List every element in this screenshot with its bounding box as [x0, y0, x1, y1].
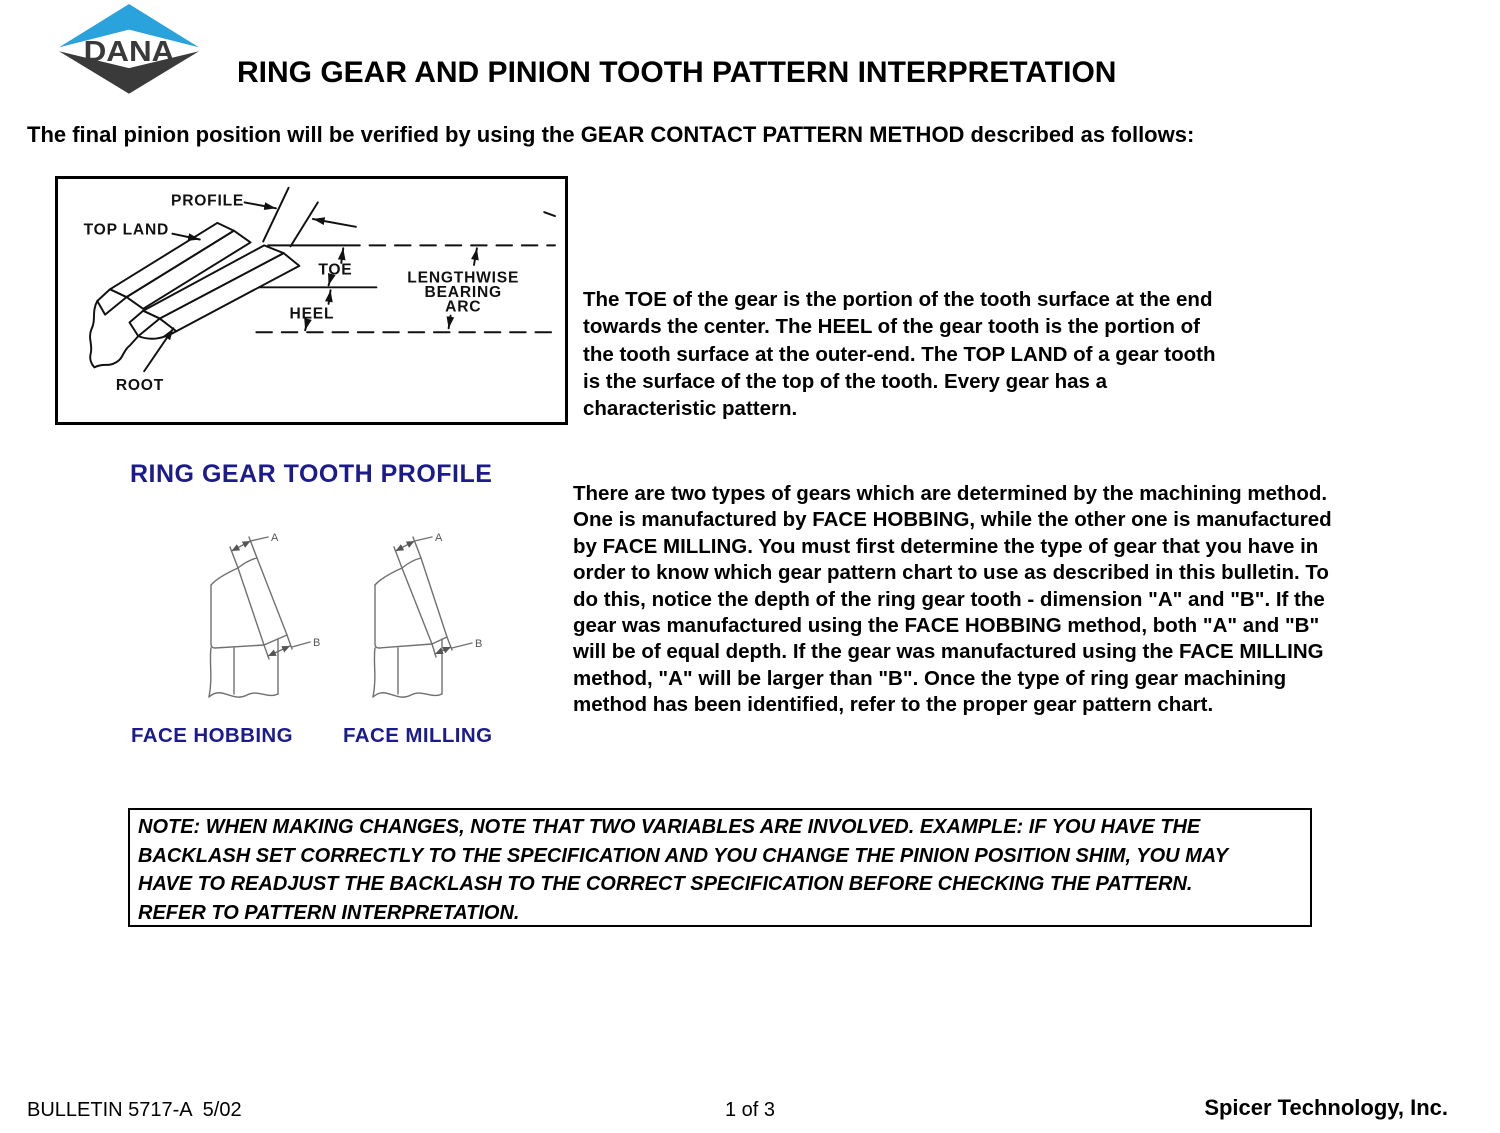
dim-b-leader: [292, 642, 310, 647]
shoulder-line: [379, 644, 432, 648]
rear-tooth-flank: [127, 231, 251, 309]
dim-a-label: A: [271, 532, 279, 544]
company-name: Spicer Technology, Inc.: [1204, 1095, 1448, 1120]
profile-arrow-2: [313, 219, 356, 227]
note-line: BACKLASH SET CORRECTLY TO THE SPECIFICATION AND YOU CHANGE THE PINION POSITION SHIM, YOU MAY: [138, 844, 1229, 867]
tooth-left-edge: [211, 585, 215, 648]
tooth-top-edge: [375, 568, 402, 585]
break-line: [209, 693, 278, 697]
face-milling-figure: [362, 527, 522, 717]
tooth-left-edge: [375, 585, 379, 648]
dana-logo: [57, 2, 201, 94]
toe-label: TOE: [318, 261, 353, 279]
note-line: HAVE TO READJUST THE BACKLASH TO THE CORRECT SPECIFICATION BEFORE CHECKING THE PATTERN.: [138, 873, 1193, 896]
dim-b-arrows: [435, 647, 451, 654]
lengthwise-label: LENGTHWISE: [407, 269, 520, 287]
profile-arrow: [245, 202, 276, 208]
paragraph-line: One is manufactured by FACE HOBBING, while the other one is manufactured: [573, 508, 1332, 532]
dana-diamond-icon: [57, 2, 201, 95]
heel-label: HEEL: [289, 305, 335, 323]
dim-b-arrows: [268, 646, 290, 656]
lower-left-edge: [373, 648, 375, 697]
top-land-label: TOP LAND: [83, 221, 170, 239]
face-milling-caption: FACE MILLING: [343, 724, 493, 747]
intro-text: The final pinion position will be verified by using the GEAR CONTACT PATTERN METHOD described as follows:: [27, 122, 1195, 147]
front-tooth-endcap: [129, 311, 159, 336]
face-hobbing-drawing: [198, 527, 358, 717]
bulletin-number: BULLETIN 5717-A 5/02: [27, 1099, 242, 1121]
paragraph-line: method has been identified, refer to the proper gear pattern chart.: [573, 693, 1214, 717]
paragraph-line: gear was manufactured using the FACE HOBBING method, both "A" and "B": [573, 614, 1320, 638]
shoulder-line: [215, 645, 264, 648]
tooth-terminology-drawing: [58, 179, 565, 422]
flank-band: [402, 558, 447, 644]
dim-a-arrows: [232, 541, 251, 551]
face-hobbing-caption: FACE HOBBING: [131, 724, 293, 747]
paragraph-line: towards the center. The HEEL of the gear tooth is the portion of: [583, 315, 1200, 339]
paragraph-line: characteristic pattern.: [583, 397, 798, 421]
paragraph-line: There are two types of gears which are determined by the machining method.: [573, 482, 1328, 505]
dim-a-leader: [415, 537, 433, 541]
rear-tooth-endcap: [97, 289, 126, 314]
paragraph-line: method, "A" will be larger than "B". Once the type of ring gear machining: [573, 666, 1287, 690]
break-line: [373, 693, 442, 697]
dim-a-leader: [251, 537, 269, 541]
face-milling-drawing: [362, 527, 522, 717]
note-line: REFER TO PATTERN INTERPRETATION.: [138, 901, 520, 924]
paragraph-line: The TOE of the gear is the portion of the tooth surface at the end: [583, 288, 1213, 311]
dim-b-label: B: [313, 637, 321, 649]
paragraph-line: order to know which gear pattern chart to use as described in this bulletin. To: [573, 561, 1329, 585]
bearing-label: BEARING: [424, 284, 502, 302]
root-label: ROOT: [115, 376, 165, 394]
tooth-terminology-figure: [55, 176, 568, 425]
ring-gear-tooth-profile-heading: RING GEAR TOOTH PROFILE: [130, 460, 493, 488]
tooth-top-edge: [211, 568, 238, 585]
logo-brand-text: DANA: [83, 36, 175, 69]
profile-lines: [263, 188, 318, 247]
arc-down-arrow: [449, 316, 451, 329]
paragraph-line: the tooth surface at the outer-end. The TOP LAND of a gear tooth: [583, 342, 1216, 366]
arc-label: ARC: [445, 298, 482, 316]
face-hobbing-figure: [198, 527, 358, 717]
paragraph-line: do this, notice the depth of the ring gear tooth - dimension "A" and "B". If the: [573, 587, 1325, 611]
corner-tick: [544, 212, 555, 216]
flank-band: [238, 558, 287, 645]
note-line: NOTE: WHEN MAKING CHANGES, NOTE THAT TWO VARIABLES ARE INVOLVED. EXAMPLE: IF YOU HAVE THE: [138, 816, 1201, 838]
dim-b-leader: [452, 643, 472, 648]
note-box: [128, 808, 1312, 927]
profile-label: PROFILE: [171, 192, 245, 210]
paragraph-line: by FACE MILLING. You must first determine the type of gear that you have in: [573, 534, 1319, 558]
heel-up-arrow: [329, 290, 331, 304]
toe-down-arrow: [329, 279, 331, 286]
lower-left-edge: [209, 648, 211, 697]
paragraph-line: will be of equal depth. If the gear was manufactured using the FACE MILLING: [573, 640, 1324, 664]
rim-block-edges: [398, 639, 442, 694]
root-arrow: [144, 328, 173, 371]
page-title: RING GEAR AND PINION TOOTH PATTERN INTERPRETATION: [237, 56, 1117, 89]
paragraph-line: is the surface of the top of the tooth. Every gear has a: [583, 369, 1107, 393]
dim-b-label: B: [475, 638, 483, 650]
gear-types-paragraph: [573, 481, 1332, 719]
page-number: 1 of 3: [724, 1099, 776, 1121]
dim-a-arrows: [396, 541, 415, 551]
arc-up-arrow: [474, 248, 477, 265]
heel-down-arrow: [305, 322, 307, 330]
toe-heel-paragraph: [583, 286, 1216, 422]
rim-block-edges: [234, 639, 278, 694]
dim-a-label: A: [435, 532, 443, 544]
